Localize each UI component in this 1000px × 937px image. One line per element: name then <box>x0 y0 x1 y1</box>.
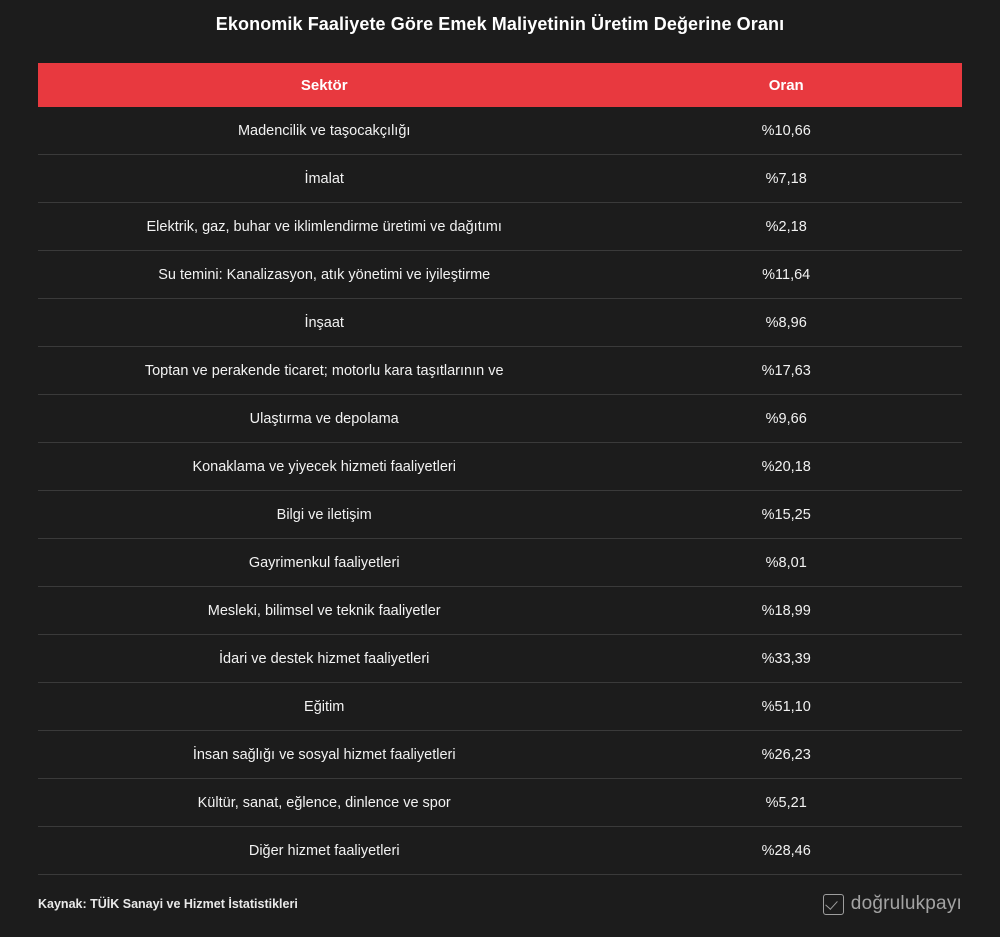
table-row <box>38 731 962 779</box>
data-table <box>38 63 962 875</box>
column-header-sector: Sektör <box>38 63 610 107</box>
cell-sector: Elektrik, gaz, buhar ve iklimlendirme üretimi ve dağıtımı <box>38 203 610 251</box>
table-row <box>38 107 962 155</box>
table-row <box>38 587 962 635</box>
cell-oran: %5,21 <box>610 779 962 827</box>
footer <box>38 875 962 937</box>
table-row <box>38 395 962 443</box>
cell-oran: %8,96 <box>610 299 962 347</box>
table-header <box>38 63 962 107</box>
table-row <box>38 347 962 395</box>
cell-oran: %8,01 <box>610 539 962 587</box>
table-header-row <box>38 63 962 107</box>
source-note: Kaynak: TÜİK Sanayi ve Hizmet İstatistikleri <box>38 897 298 911</box>
cell-sector: Ulaştırma ve depolama <box>38 395 610 443</box>
cell-sector: İnşaat <box>38 299 610 347</box>
cell-oran: %9,66 <box>610 395 962 443</box>
cell-sector: Diğer hizmet faaliyetleri <box>38 827 610 875</box>
column-header-oran: Oran <box>610 63 962 107</box>
cell-oran: %33,39 <box>610 635 962 683</box>
cell-sector: Konaklama ve yiyecek hizmeti faaliyetleri <box>38 443 610 491</box>
table-row <box>38 683 962 731</box>
page-title: Ekonomik Faaliyete Göre Emek Maliyetinin Üretim Değerine Oranı <box>215 14 785 34</box>
cell-sector: Eğitim <box>38 683 610 731</box>
table-row <box>38 155 962 203</box>
cell-oran: %11,64 <box>610 251 962 299</box>
cell-sector: İnsan sağlığı ve sosyal hizmet faaliyetleri <box>38 731 610 779</box>
table-row <box>38 251 962 299</box>
table-row <box>38 827 962 875</box>
cell-sector: Gayrimenkul faaliyetleri <box>38 539 610 587</box>
cell-oran: %7,18 <box>610 155 962 203</box>
cell-oran: %51,10 <box>610 683 962 731</box>
cell-oran: %18,99 <box>610 587 962 635</box>
cell-oran: %10,66 <box>610 107 962 155</box>
cell-oran: %28,46 <box>610 827 962 875</box>
cell-sector: Toptan ve perakende ticaret; motorlu kara taşıtlarının ve <box>38 347 610 395</box>
cell-sector: Kültür, sanat, eğlence, dinlence ve spor <box>38 779 610 827</box>
table-row <box>38 779 962 827</box>
check-icon <box>823 894 844 915</box>
cell-oran: %15,25 <box>610 491 962 539</box>
table-row <box>38 539 962 587</box>
cell-sector: İmalat <box>38 155 610 203</box>
table-body <box>38 107 962 875</box>
cell-sector: Madencilik ve taşocakçılığı <box>38 107 610 155</box>
cell-sector: Bilgi ve iletişim <box>38 491 610 539</box>
cell-oran: %17,63 <box>610 347 962 395</box>
cell-sector: İdari ve destek hizmet faaliyetleri <box>38 635 610 683</box>
cell-oran: %26,23 <box>610 731 962 779</box>
table-row <box>38 203 962 251</box>
table-row <box>38 491 962 539</box>
cell-oran: %2,18 <box>610 203 962 251</box>
brand-logo <box>823 893 962 915</box>
brand-name: doğrulukpayı <box>850 893 962 914</box>
table-row <box>38 635 962 683</box>
table-row <box>38 443 962 491</box>
table-row <box>38 299 962 347</box>
cell-sector: Su temini: Kanalizasyon, atık yönetimi ve iyileştirme <box>38 251 610 299</box>
cell-sector: Mesleki, bilimsel ve teknik faaliyetler <box>38 587 610 635</box>
cell-oran: %20,18 <box>610 443 962 491</box>
